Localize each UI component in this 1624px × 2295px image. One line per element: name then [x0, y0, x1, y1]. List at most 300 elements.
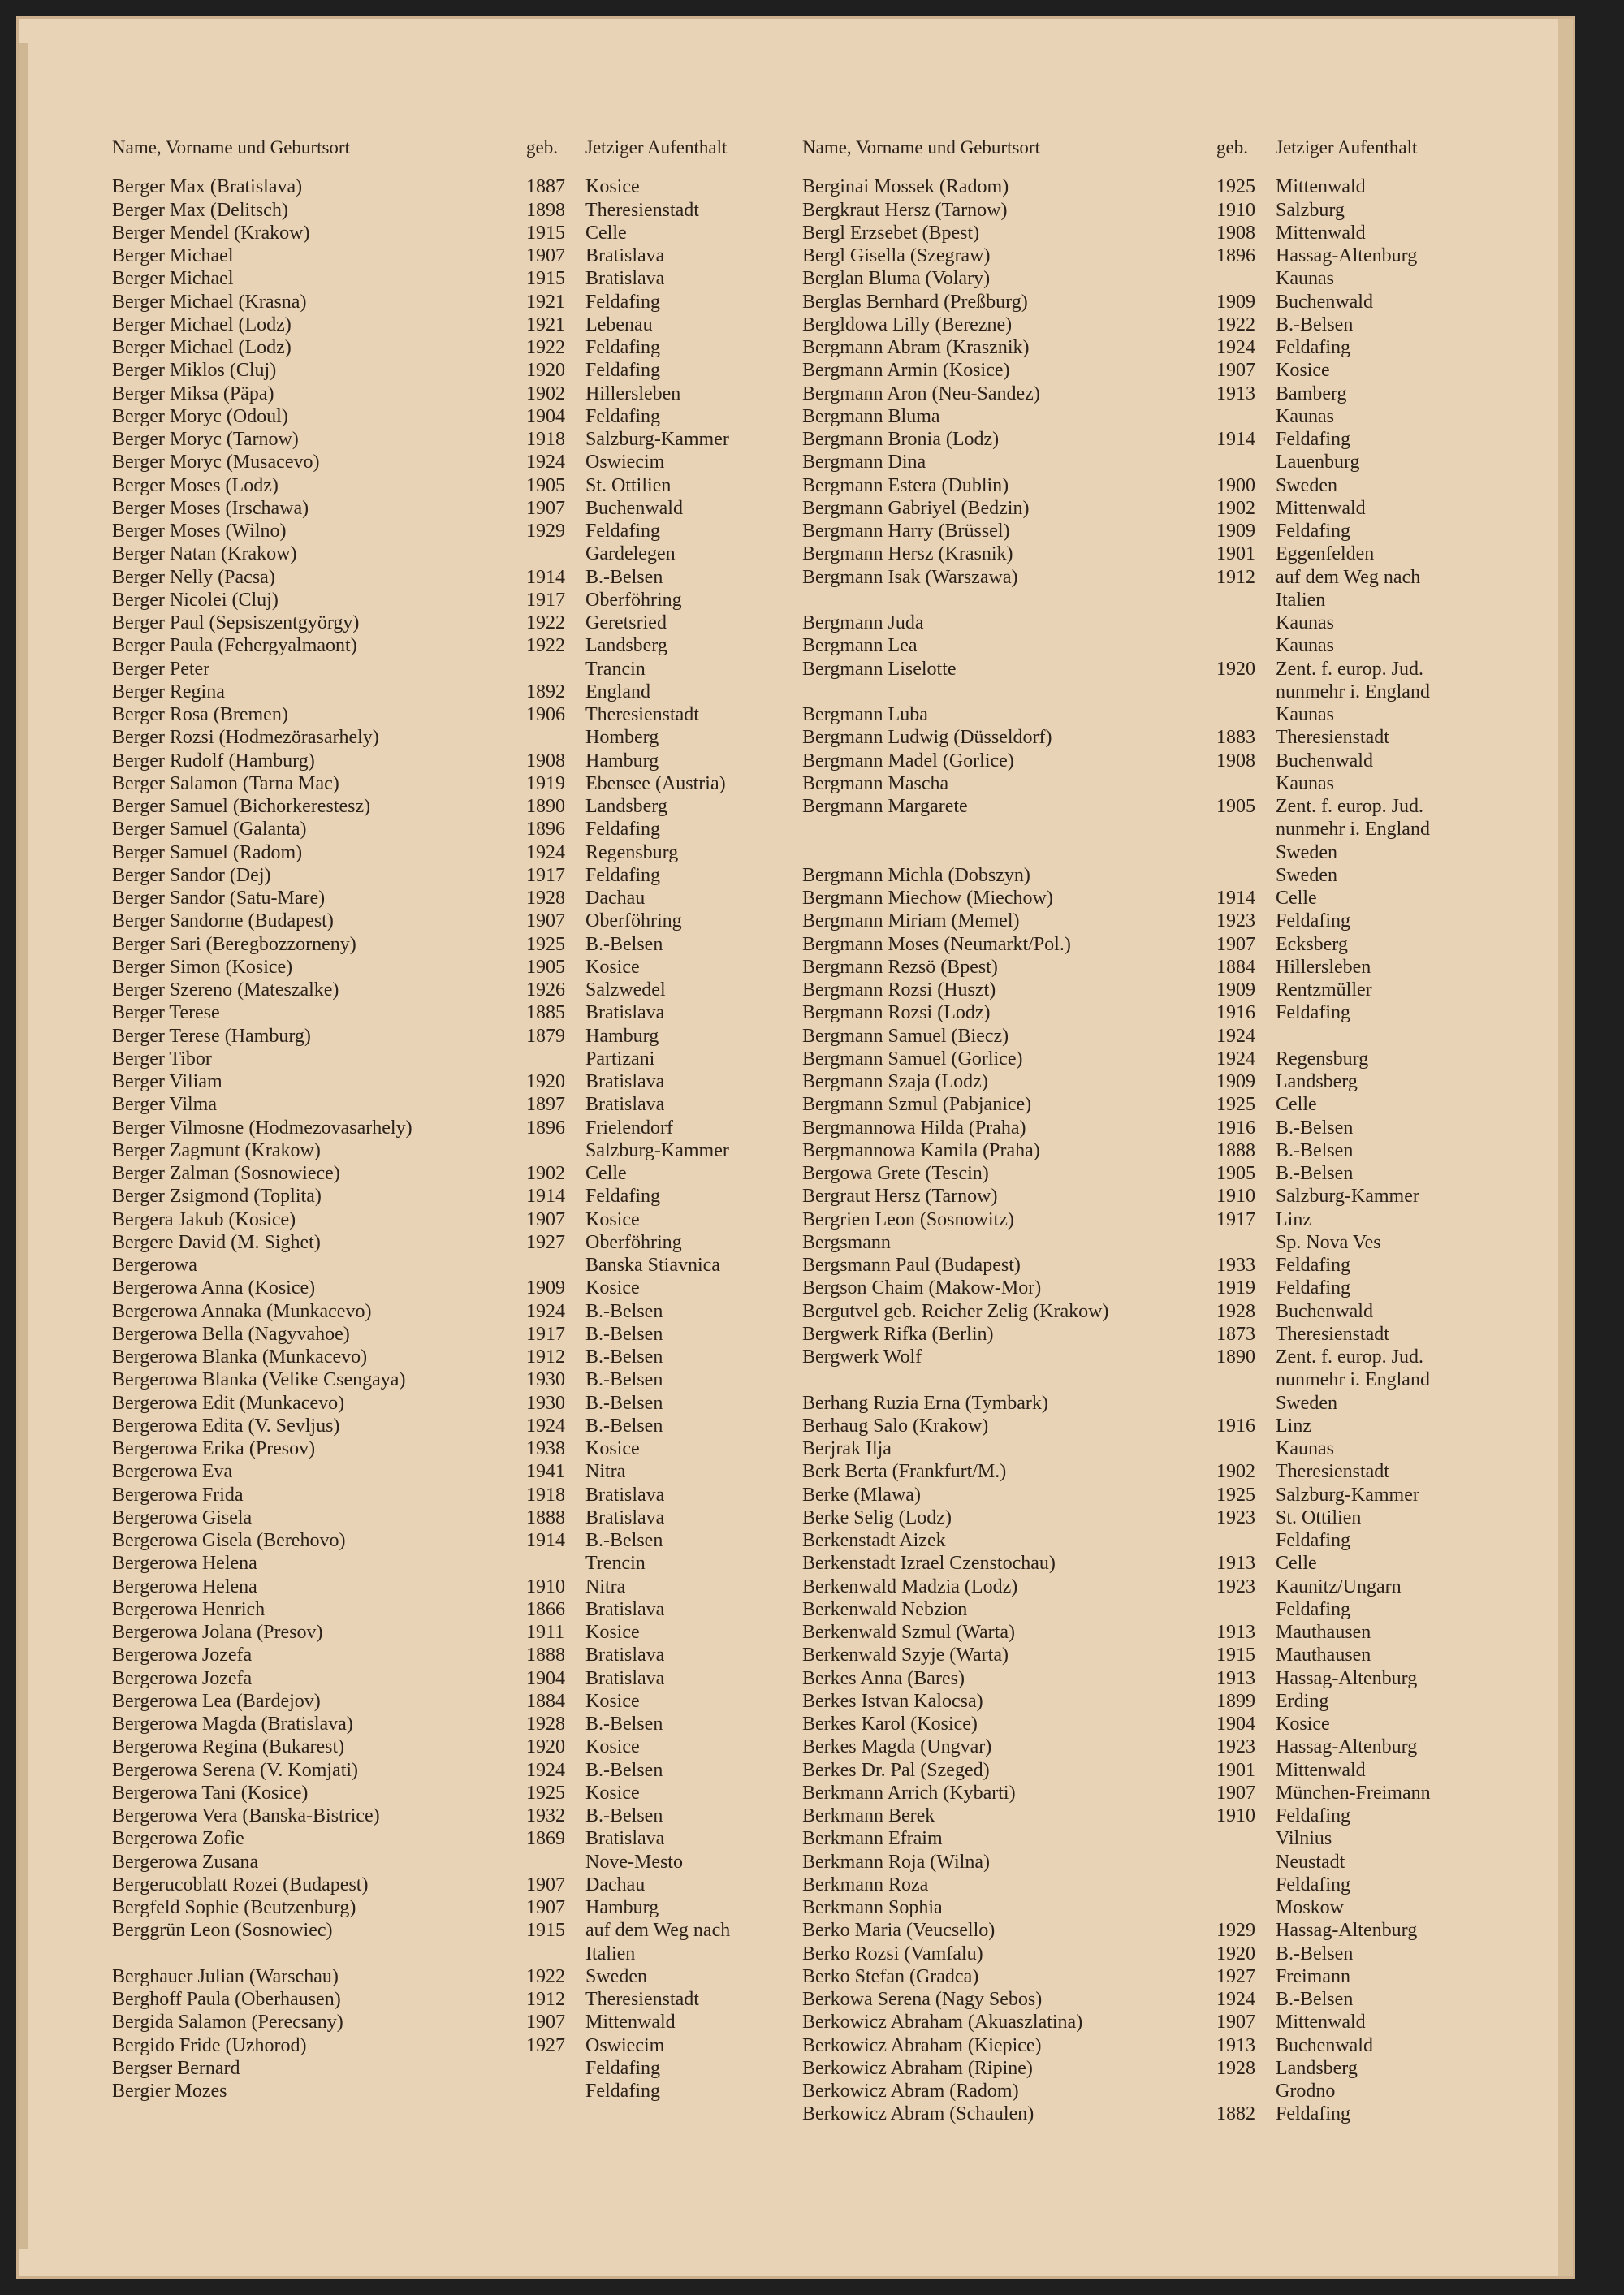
- current-location: Hassag-Altenburg: [1276, 1736, 1418, 1758]
- birth-year: 1916: [1216, 1002, 1255, 1024]
- register-row: [802, 956, 1503, 979]
- register-row: [112, 1254, 800, 1277]
- register-row: [112, 542, 800, 565]
- current-location: B.-Belsen: [1276, 1163, 1354, 1184]
- birth-year: [1216, 841, 1276, 864]
- person-name: Bergmann Armin (Kosice): [802, 360, 1010, 382]
- person-name: Berger Vilma: [112, 1094, 217, 1116]
- current-location: Kaunas: [1276, 772, 1334, 794]
- register-row: [802, 474, 1503, 497]
- person-name: Bergmann Ludwig (Düsseldorf): [802, 727, 1052, 749]
- register-row: [112, 1139, 800, 1162]
- birth-year: [526, 1139, 585, 1162]
- person-name: Bergerowa Jozefa: [112, 1645, 253, 1666]
- person-name: [802, 818, 1216, 841]
- person-name: Bergerowa: [112, 1255, 197, 1276]
- person-name: Berkenwald Szmul (Warta): [802, 1622, 1015, 1643]
- birth-year: [1216, 1392, 1276, 1415]
- register-row: [112, 267, 800, 290]
- current-location: Mauthausen: [1276, 1622, 1371, 1643]
- current-location: Mittenwald: [1276, 1759, 1366, 1781]
- current-location: Bratislava: [585, 1506, 665, 1528]
- current-location: nunmehr i. England: [1276, 1369, 1430, 1391]
- current-location: Bratislava: [585, 1645, 665, 1666]
- birth-year: 1896: [526, 1117, 565, 1139]
- current-location: Bratislava: [585, 245, 665, 266]
- person-name: Bergmann Abram (Krasznik): [802, 337, 1030, 358]
- person-name: Berhaug Salo (Krakow): [802, 1415, 989, 1437]
- current-location: Nitra: [585, 1461, 626, 1483]
- current-location: Vilnius: [1276, 1828, 1332, 1850]
- current-location: Trancin: [585, 658, 646, 680]
- register-row: [802, 313, 1503, 336]
- person-name: Berkes Dr. Pal (Szeged): [802, 1759, 990, 1781]
- birth-year: [1216, 1368, 1276, 1391]
- birth-year: 1920: [526, 1736, 565, 1758]
- person-name: Bergerowa Gisela (Berehovo): [112, 1530, 346, 1551]
- register-row: [802, 1300, 1503, 1323]
- person-name: Bergerowa Gisela: [112, 1506, 253, 1528]
- current-location: Frielendorf: [585, 1117, 673, 1139]
- person-name: Bergmann Isak (Warszawa): [802, 566, 1018, 588]
- register-row: [802, 1208, 1503, 1231]
- register-row: [802, 634, 1503, 657]
- birth-year: [1216, 267, 1276, 290]
- birth-year: 1911: [526, 1622, 565, 1643]
- current-location: Bratislava: [585, 1071, 665, 1092]
- birth-year: 1907: [1216, 2012, 1255, 2034]
- birth-year: 1925: [1216, 1484, 1255, 1506]
- current-location: Ebensee (Austria): [585, 772, 726, 794]
- register-row: [112, 1943, 800, 1965]
- person-name: Berger Tibor: [112, 1048, 212, 1070]
- person-name: Bergerowa Edita (V. Sevljus): [112, 1415, 340, 1437]
- person-name: Berger Rudolf (Hamburg): [112, 750, 315, 771]
- current-location: Sweden: [585, 1965, 647, 1987]
- birth-year: [1216, 681, 1276, 703]
- birth-year: 1917: [526, 1323, 565, 1345]
- register-row: [112, 428, 800, 451]
- birth-year: 1926: [526, 979, 565, 1001]
- current-location: Sweden: [1276, 474, 1337, 496]
- birth-year: 1883: [1216, 727, 1255, 749]
- register-row: [112, 1667, 800, 1690]
- register-row: [802, 382, 1503, 405]
- current-location: Erding: [1276, 1690, 1329, 1712]
- register-row: [802, 405, 1503, 428]
- birth-year: 1907: [526, 245, 565, 266]
- current-location: B.-Belsen: [585, 1346, 663, 1368]
- person-name: Berger Mendel (Krakow): [112, 222, 310, 244]
- current-location: Feldafing: [1276, 1805, 1350, 1826]
- person-name: Bergmann Szmul (Pabjanice): [802, 1094, 1032, 1116]
- person-name: [802, 681, 1216, 703]
- register-row: [802, 681, 1503, 703]
- birth-year: 1882: [1216, 2103, 1255, 2125]
- register-row: [112, 1988, 800, 2011]
- current-location: B.-Belsen: [1276, 1117, 1354, 1139]
- register-row: [112, 1552, 800, 1575]
- register-row: [112, 520, 800, 542]
- birth-year: 1924: [526, 841, 565, 863]
- current-location: Linz: [1276, 1208, 1311, 1230]
- birth-year: 1885: [526, 1002, 565, 1024]
- current-location: Kaunas: [1276, 1438, 1334, 1459]
- current-location: Kosice: [585, 176, 640, 198]
- current-location: Theresienstadt: [1276, 1461, 1389, 1483]
- current-location: Feldafing: [1276, 1277, 1350, 1299]
- person-name: Bergl Gisella (Szegraw): [802, 245, 991, 266]
- birth-year: 1917: [526, 589, 565, 611]
- current-location: B.-Belsen: [585, 1323, 663, 1345]
- person-name: Berghauer Julian (Warschau): [112, 1965, 339, 1987]
- register-row: [112, 474, 800, 497]
- current-location: Kosice: [585, 1736, 640, 1758]
- birth-year: [526, 1048, 585, 1070]
- register-row: [802, 175, 1503, 198]
- register-row: [112, 658, 800, 681]
- current-location: Celle: [1276, 1553, 1317, 1575]
- birth-year: 1913: [1216, 1622, 1255, 1643]
- birth-year: [1216, 634, 1276, 657]
- birth-year: 1909: [1216, 1071, 1255, 1092]
- register-row: [112, 612, 800, 634]
- birth-year: [1216, 864, 1276, 887]
- current-location: Partizani: [585, 1048, 655, 1070]
- person-name: Bergmann Bluma: [802, 405, 940, 427]
- birth-year: 1901: [1216, 1759, 1255, 1781]
- person-name: Bergmann Michla (Dobszyn): [802, 864, 1030, 886]
- register-row: [802, 1965, 1503, 1988]
- person-name: Berger Terese: [112, 1002, 220, 1024]
- birth-year: 1927: [526, 2034, 565, 2056]
- current-location: Linz: [1276, 1415, 1311, 1437]
- person-name: Berger Regina: [112, 681, 225, 702]
- current-location: Sp. Nova Ves: [1276, 1231, 1381, 1253]
- person-name: Bergerowa Edit (Munkacevo): [112, 1392, 345, 1414]
- person-name: Berkenstadt Aizek: [802, 1530, 946, 1551]
- person-name: Berginai Mossek (Radom): [802, 176, 1009, 198]
- birth-year: 1897: [526, 1094, 565, 1116]
- person-name: Bergkraut Hersz (Tarnow): [802, 199, 1008, 221]
- register-row: [112, 1782, 800, 1804]
- register-row: [112, 634, 800, 657]
- current-location: B.-Belsen: [585, 566, 663, 588]
- person-name: Bergerowa Blanka (Velike Csengaya): [112, 1369, 406, 1391]
- current-location: Lauenburg: [1276, 452, 1360, 473]
- birth-year: 1941: [526, 1461, 565, 1483]
- register-row: [112, 589, 800, 612]
- birth-year: 1922: [526, 612, 565, 633]
- person-name: Bergerowa Anna (Kosice): [112, 1277, 316, 1299]
- person-name: [802, 1368, 1216, 1391]
- birth-year: 1920: [526, 1071, 565, 1092]
- current-location: Lebenau: [585, 313, 653, 335]
- register-row: [112, 1804, 800, 1827]
- register-row: [802, 589, 1503, 612]
- birth-year: 1907: [526, 2012, 565, 2034]
- register-row: [802, 1437, 1503, 1460]
- person-name: Bergido Fride (Uzhorod): [112, 2034, 307, 2056]
- person-name: Bergson Chaim (Makow-Mor): [802, 1277, 1042, 1299]
- birth-year: 1869: [526, 1828, 565, 1850]
- birth-year: 1902: [1216, 1461, 1255, 1483]
- current-location: Feldafing: [1276, 1002, 1350, 1024]
- register-row: [112, 1368, 800, 1391]
- person-name: Berger Moryc (Odoul): [112, 405, 288, 427]
- birth-year: 1888: [526, 1645, 565, 1666]
- register-row: [802, 520, 1503, 542]
- birth-year: [1216, 589, 1276, 612]
- person-name: Berjrak Ilja: [802, 1438, 892, 1459]
- person-name: Berger Moses (Lodz): [112, 474, 279, 496]
- birth-year: [1216, 772, 1276, 795]
- birth-year: 1879: [526, 1025, 565, 1047]
- birth-year: 1909: [526, 1277, 565, 1299]
- current-location: Mittenwald: [1276, 497, 1366, 519]
- birth-year: 1923: [1216, 1506, 1255, 1528]
- person-name: Berger Samuel (Galanta): [112, 819, 307, 841]
- current-location: nunmehr i. England: [1276, 681, 1430, 702]
- current-location: St. Ottilien: [1276, 1506, 1362, 1528]
- header-place: Jetziger Aufenthalt: [585, 137, 728, 158]
- person-name: [802, 841, 1216, 864]
- register-row: [112, 1759, 800, 1782]
- current-location: B.-Belsen: [585, 1369, 663, 1391]
- current-location: St. Ottilien: [585, 474, 672, 496]
- register-row: [112, 1162, 800, 1185]
- register-row: [802, 1117, 1503, 1139]
- current-location: Mittenwald: [1276, 222, 1366, 244]
- register-row: [802, 979, 1503, 1001]
- current-location: Ecksberg: [1276, 933, 1348, 955]
- person-name: Bergmannowa Kamila (Praha): [802, 1139, 1040, 1161]
- current-location: Feldafing: [585, 337, 660, 358]
- person-name: Bergmann Harry (Brüssel): [802, 521, 1010, 542]
- birth-year: 1873: [1216, 1323, 1255, 1345]
- person-name: Bergmann Hersz (Krasnik): [802, 543, 1013, 565]
- register-row: [112, 1277, 800, 1299]
- register-row: [112, 1690, 800, 1713]
- person-name: Bergrien Leon (Sosnowitz): [802, 1208, 1014, 1230]
- current-location: Kosice: [585, 1208, 640, 1230]
- person-name: Bergerowa Zofie: [112, 1828, 244, 1850]
- register-row: [802, 795, 1503, 818]
- current-location: Bratislava: [585, 1828, 665, 1850]
- person-name: Bergerowa Erika (Presov): [112, 1438, 316, 1459]
- register-row: [112, 1415, 800, 1437]
- register-row: [112, 1644, 800, 1666]
- register-row: [112, 933, 800, 956]
- birth-year: 1907: [526, 1874, 565, 1895]
- birth-year: [526, 2057, 585, 2080]
- current-location: Buchenwald: [585, 497, 683, 519]
- current-location: Rentzmüller: [1276, 979, 1372, 1001]
- birth-year: 1890: [1216, 1346, 1255, 1368]
- person-name: Bergser Bernard: [112, 2057, 240, 2079]
- person-name: Bergmann Mascha: [802, 772, 949, 794]
- register-row: [112, 1598, 800, 1621]
- header-geb: geb.: [526, 137, 558, 158]
- person-name: Berke Selig (Lodz): [802, 1506, 952, 1528]
- register-row: [802, 1988, 1503, 2011]
- current-location: Kaunas: [1276, 704, 1334, 725]
- register-row: [802, 2080, 1503, 2103]
- person-name: Berger Michael (Krasna): [112, 291, 307, 313]
- register-row: [112, 1025, 800, 1048]
- person-name: Bergmann Luba: [802, 704, 928, 725]
- current-location: Italien: [585, 1943, 636, 1964]
- current-location: B.-Belsen: [585, 1530, 663, 1551]
- person-name: Berger Michael: [112, 245, 234, 266]
- header-name: Name, Vorname und Geburtsort: [802, 137, 1040, 158]
- current-location: Salzburg-Kammer: [1276, 1186, 1419, 1208]
- current-location: Feldafing: [585, 521, 660, 542]
- current-location: Homberg: [585, 727, 659, 749]
- current-location: Feldafing: [1276, 1874, 1350, 1895]
- person-name: Berkmann Roja (Wilna): [802, 1851, 990, 1873]
- birth-year: [526, 2080, 585, 2103]
- person-name: [802, 589, 1216, 612]
- current-location: Sweden: [1276, 864, 1337, 886]
- register-row: [112, 795, 800, 818]
- person-name: Bergmann Moses (Neumarkt/Pol.): [802, 933, 1071, 955]
- birth-year: 1932: [526, 1805, 565, 1826]
- register-row: [112, 175, 800, 198]
- register-row: [802, 291, 1503, 313]
- current-location: Trencin: [585, 1553, 646, 1575]
- birth-year: 1924: [1216, 1048, 1255, 1070]
- person-name: Berglan Bluma (Volary): [802, 268, 991, 290]
- current-location: B.-Belsen: [585, 1300, 663, 1322]
- current-location: Salzburg-Kammer: [585, 1139, 729, 1161]
- person-name: Berger Nelly (Pacsa): [112, 566, 275, 588]
- birth-year: [1216, 1851, 1276, 1874]
- person-name: Bergmann Margarete: [802, 796, 968, 817]
- register-row: [802, 1896, 1503, 1919]
- register-row: [802, 359, 1503, 382]
- person-name: Bergerowa Vera (Banska-Bistrice): [112, 1805, 380, 1826]
- register-rows-right: [802, 175, 1503, 2125]
- register-row: [802, 451, 1503, 473]
- birth-year: 1907: [1216, 933, 1255, 955]
- person-name: Bergl Erzsebet (Bpest): [802, 222, 980, 244]
- person-name: Berger Sandor (Dej): [112, 864, 271, 886]
- person-name: Bergmann Estera (Dublin): [802, 474, 1009, 496]
- birth-year: 1913: [1216, 382, 1255, 404]
- register-row: [802, 703, 1503, 726]
- birth-year: 1918: [526, 1484, 565, 1506]
- birth-year: 1920: [526, 360, 565, 382]
- register-row: [802, 1484, 1503, 1506]
- register-row: [112, 910, 800, 932]
- birth-year: [526, 1552, 585, 1575]
- register-row: [112, 818, 800, 841]
- person-name: Berger Zagmunt (Krakow): [112, 1139, 321, 1161]
- current-location: B.-Belsen: [1276, 313, 1354, 335]
- register-row: [112, 1185, 800, 1208]
- register-row: [112, 1300, 800, 1323]
- current-location: Landsberg: [585, 796, 667, 817]
- birth-year: 1916: [1216, 1415, 1255, 1437]
- person-name: Berger Rosa (Bremen): [112, 704, 288, 725]
- person-name: Berger Nicolei (Cluj): [112, 589, 279, 611]
- birth-year: 1930: [526, 1369, 565, 1391]
- register-row: [802, 1598, 1503, 1621]
- register-row: [802, 933, 1503, 956]
- current-location: B.-Belsen: [585, 1392, 663, 1414]
- register-row: [802, 1851, 1503, 1874]
- register-row: [802, 887, 1503, 910]
- register-row: [112, 1484, 800, 1506]
- current-location: Feldafing: [585, 819, 660, 841]
- birth-year: 1905: [1216, 1163, 1255, 1184]
- birth-year: 1924: [526, 1759, 565, 1781]
- current-location: Hassag-Altenburg: [1276, 245, 1418, 266]
- register-row: [802, 910, 1503, 932]
- register-row: [802, 1368, 1503, 1391]
- current-location: Feldafing: [585, 2057, 660, 2079]
- person-name: Berglas Bernhard (Preßburg): [802, 291, 1028, 313]
- birth-year: 1909: [1216, 291, 1255, 313]
- birth-year: 1907: [526, 1897, 565, 1918]
- person-name: Bergmann Madel (Gorlice): [802, 750, 1014, 771]
- current-location: Celle: [585, 222, 627, 244]
- current-location: Eggenfelden: [1276, 543, 1375, 565]
- register-row: [802, 750, 1503, 772]
- current-location: Oswiecim: [585, 452, 665, 473]
- birth-year: 1922: [1216, 313, 1255, 335]
- page-gutter: [19, 43, 28, 2249]
- register-row: [112, 244, 800, 267]
- register-row: [112, 1874, 800, 1896]
- current-location: Mittenwald: [1276, 2012, 1366, 2034]
- birth-year: 1929: [1216, 1920, 1255, 1942]
- register-row: [802, 1277, 1503, 1299]
- current-location: Salzburg-Kammer: [1276, 1484, 1419, 1506]
- current-location: B.-Belsen: [1276, 1989, 1354, 2010]
- person-name: Berger Natan (Krakow): [112, 543, 297, 565]
- current-location: Oswiecim: [585, 2034, 665, 2056]
- current-location: Oberföhring: [585, 910, 682, 932]
- birth-year: 1892: [526, 681, 565, 702]
- current-location: auf dem Weg nach: [1276, 566, 1421, 588]
- current-location: Landsberg: [1276, 2057, 1358, 2079]
- register-row: [802, 2057, 1503, 2080]
- register-row: [802, 864, 1503, 887]
- current-location: Grodno: [1276, 2081, 1336, 2102]
- current-location: München-Freimann: [1276, 1782, 1431, 1804]
- current-location: Regensburg: [585, 841, 679, 863]
- person-name: Bergmann Lea: [802, 635, 918, 657]
- person-name: Berkenstadt Izrael Czenstochau): [802, 1553, 1056, 1575]
- birth-year: 1905: [526, 956, 565, 978]
- register-row: [112, 2057, 800, 2080]
- person-name: Bergmann Samuel (Gorlice): [802, 1048, 1023, 1070]
- header-name: Name, Vorname und Geburtsort: [112, 137, 350, 158]
- register-row: [112, 1070, 800, 1093]
- current-location: Hamburg: [585, 1025, 659, 1047]
- person-name: Berkes Anna (Bares): [802, 1667, 965, 1689]
- register-row: [112, 497, 800, 520]
- person-name: Berger Paul (Sepsiszentgyörgy): [112, 612, 360, 633]
- current-location: Feldafing: [1276, 910, 1350, 932]
- register-column-left: [112, 136, 800, 2103]
- birth-year: 1906: [526, 704, 565, 725]
- person-name: Bergerowa Blanka (Munkacevo): [112, 1346, 368, 1368]
- person-name: Berger Moses (Wilno): [112, 521, 287, 542]
- register-row: [112, 1048, 800, 1070]
